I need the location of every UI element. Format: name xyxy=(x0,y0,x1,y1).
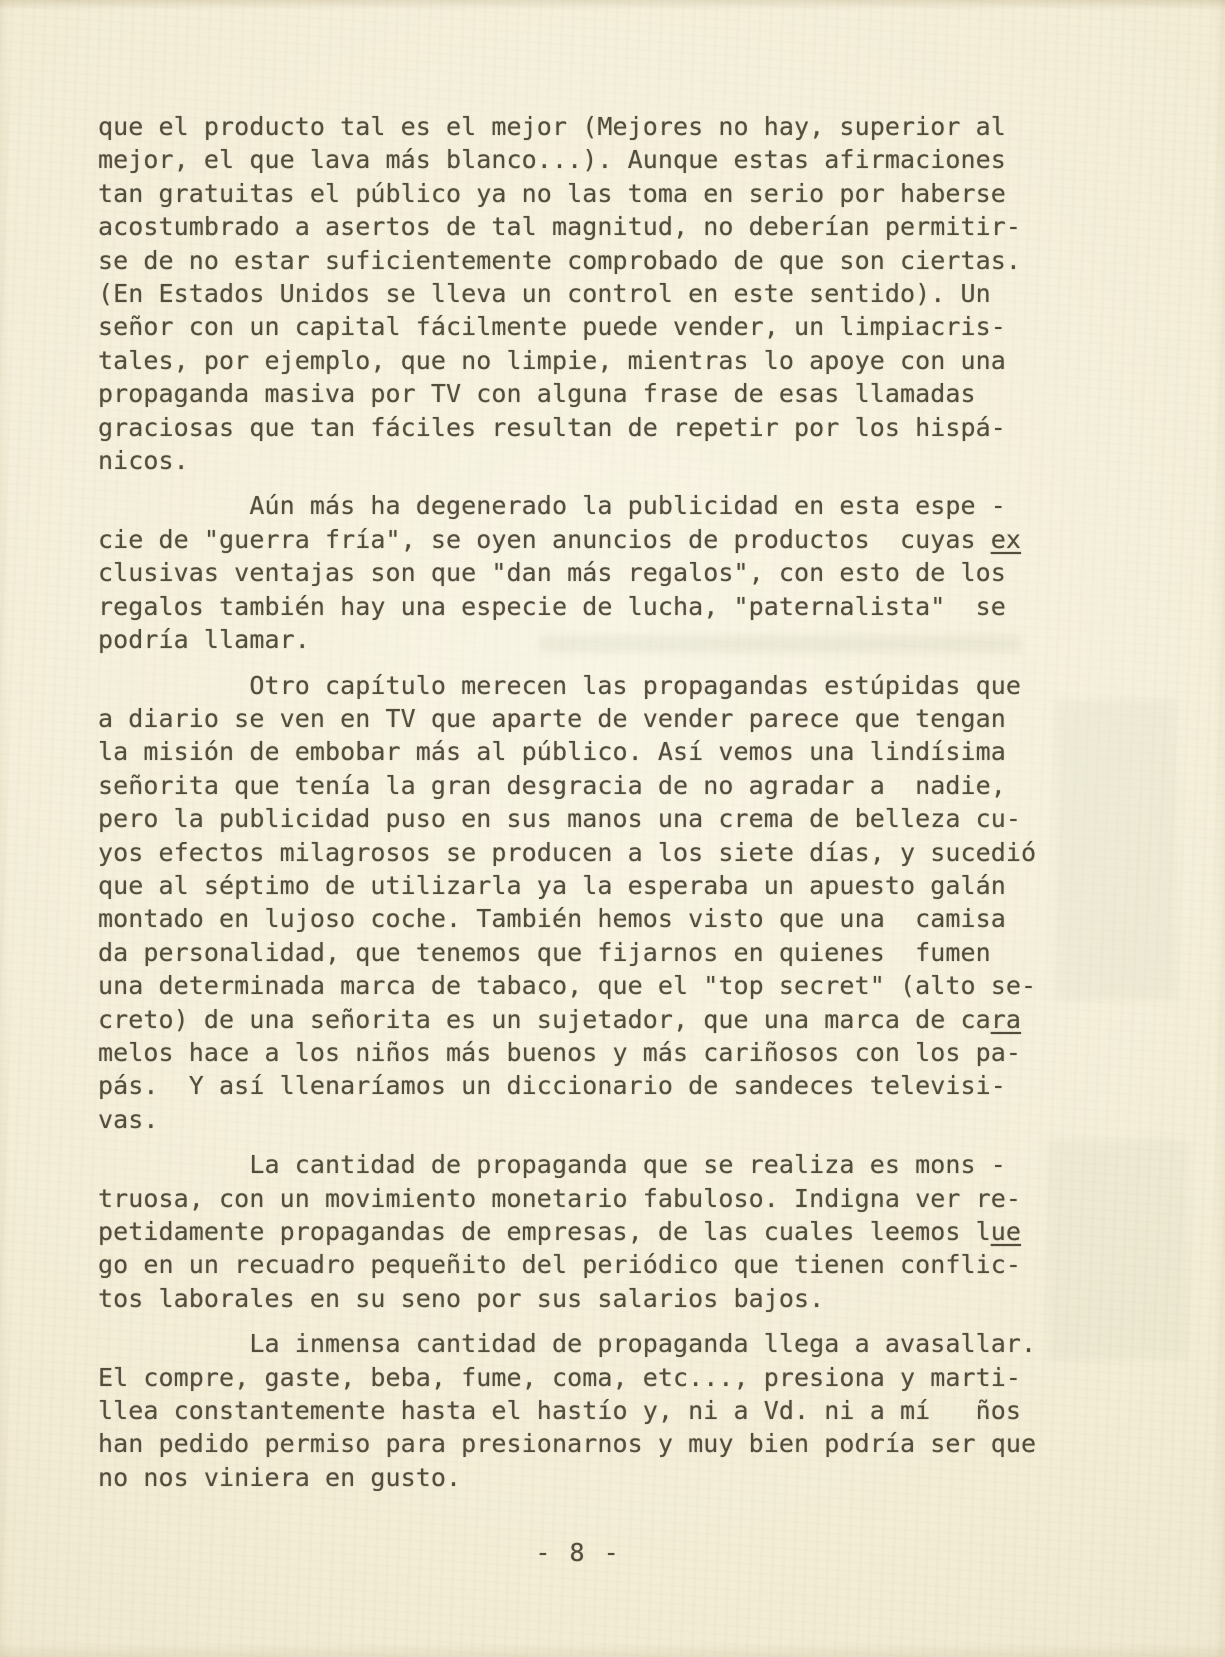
text-line: Aún más ha degenerado la publicidad en esta espe - xyxy=(98,491,1006,521)
text-line: creto) de una señorita es un sujetador, que una marca de cara xyxy=(98,1004,1022,1034)
text-line: clusivas ventajas son que "dan más regalos", con esto de los xyxy=(98,558,1006,588)
text-line: a diario se ven en TV que aparte de vender parece que tengan xyxy=(98,703,1006,733)
paragraph xyxy=(98,110,1088,477)
text-line: propaganda masiva por TV con alguna frase de esas llamadas xyxy=(98,379,976,409)
text-line: yos efectos milagrosos se producen a los siete días, y sucedió xyxy=(98,837,1037,867)
text-line: Otro capítulo merecen las propagandas estúpidas que xyxy=(98,670,1022,700)
paragraph xyxy=(98,669,1088,1137)
text-line: La inmensa cantidad de propaganda llega a avasallar. xyxy=(98,1329,1037,1359)
text-line: da personalidad, que tenemos que fijarnos en quienes fumen xyxy=(98,937,991,967)
page-text xyxy=(98,110,1088,1506)
text-line: señor con un capital fácilmente puede vender, un limpiacris- xyxy=(98,312,1006,342)
text-line: la misión de embobar más al público. Así vemos una lindísima xyxy=(98,737,1006,767)
text-line: que al séptimo de utilizarla ya la esperaba un apuesto galán xyxy=(98,870,1006,900)
paragraph xyxy=(98,1148,1088,1315)
underlined-text: ue xyxy=(990,1217,1022,1246)
text-line: montado en lujoso coche. También hemos visto que una camisa xyxy=(98,904,1006,934)
text-line: una determinada marca de tabaco, que el "top secret" (alto se- xyxy=(98,971,1037,1001)
text-line: nicos. xyxy=(98,446,189,476)
text-line: podría llamar. xyxy=(98,625,310,655)
text-line: melos hace a los niños más buenos y más cariñosos con los pa- xyxy=(98,1037,1022,1067)
text-line: (En Estados Unidos se lleva un control en este sentido). Un xyxy=(98,279,991,309)
text-line: cie de "guerra fría", se oyen anuncios de productos cuyas ex xyxy=(98,524,1022,554)
text-line: pás. Y así llenaríamos un diccionario de sandeces televisi- xyxy=(98,1071,1006,1101)
text-line: truosa, con un movimiento monetario fabuloso. Indigna ver re- xyxy=(98,1183,1022,1213)
text-line: petidamente propagandas de empresas, de las cuales leemos lue xyxy=(98,1217,1022,1246)
text-line: que el producto tal es el mejor (Mejores no hay, superior al xyxy=(98,112,1006,141)
underlined-text: ex xyxy=(990,524,1022,554)
text-line: tales, por ejemplo, que no limpie, mientras lo apoye con una xyxy=(98,345,1006,375)
text-line: llea constantemente hasta el hastío y, ni a Vd. ni a mí ños xyxy=(98,1396,1022,1426)
text-line: go en un recuadro pequeñito del periódico que tienen conflic- xyxy=(98,1250,1022,1280)
text-line: La cantidad de propaganda que se realiza es mons - xyxy=(98,1150,1006,1180)
text-line: tos laborales en su seno por sus salarios bajos. xyxy=(98,1283,825,1313)
text-line: tan gratuitas el público ya no las toma en serio por haberse xyxy=(98,178,1006,208)
text-line: señorita que tenía la gran desgracia de no agradar a nadie, xyxy=(98,770,1006,800)
text-line: vas. xyxy=(98,1104,159,1134)
underlined-text: ra xyxy=(990,1004,1022,1034)
text-line: se de no estar suficientemente comprobado de que son ciertas. xyxy=(98,245,1022,275)
text-line: han pedido permiso para presionarnos y muy bien podría ser que xyxy=(98,1429,1037,1459)
paragraph xyxy=(98,1327,1088,1494)
text-line: acostumbrado a asertos de tal magnitud, no deberían permitir- xyxy=(98,212,1022,242)
text-line: no nos viniera en gusto. xyxy=(98,1462,462,1492)
text-line: El compre, gaste, beba, fume, coma, etc..., presiona y marti- xyxy=(98,1362,1022,1392)
paragraph xyxy=(98,489,1088,656)
text-line: mejor, el que lava más blanco...). Aunque estas afirmaciones xyxy=(98,145,1006,175)
text-line: graciosas que tan fáciles resultan de repetir por los hispá- xyxy=(98,412,1006,442)
text-line: pero la publicidad puso en sus manos una crema de belleza cu- xyxy=(98,804,1022,834)
page-number: - 8 - xyxy=(535,1538,621,1567)
text-line: regalos también hay una especie de lucha, "paternalista" se xyxy=(98,591,1006,621)
